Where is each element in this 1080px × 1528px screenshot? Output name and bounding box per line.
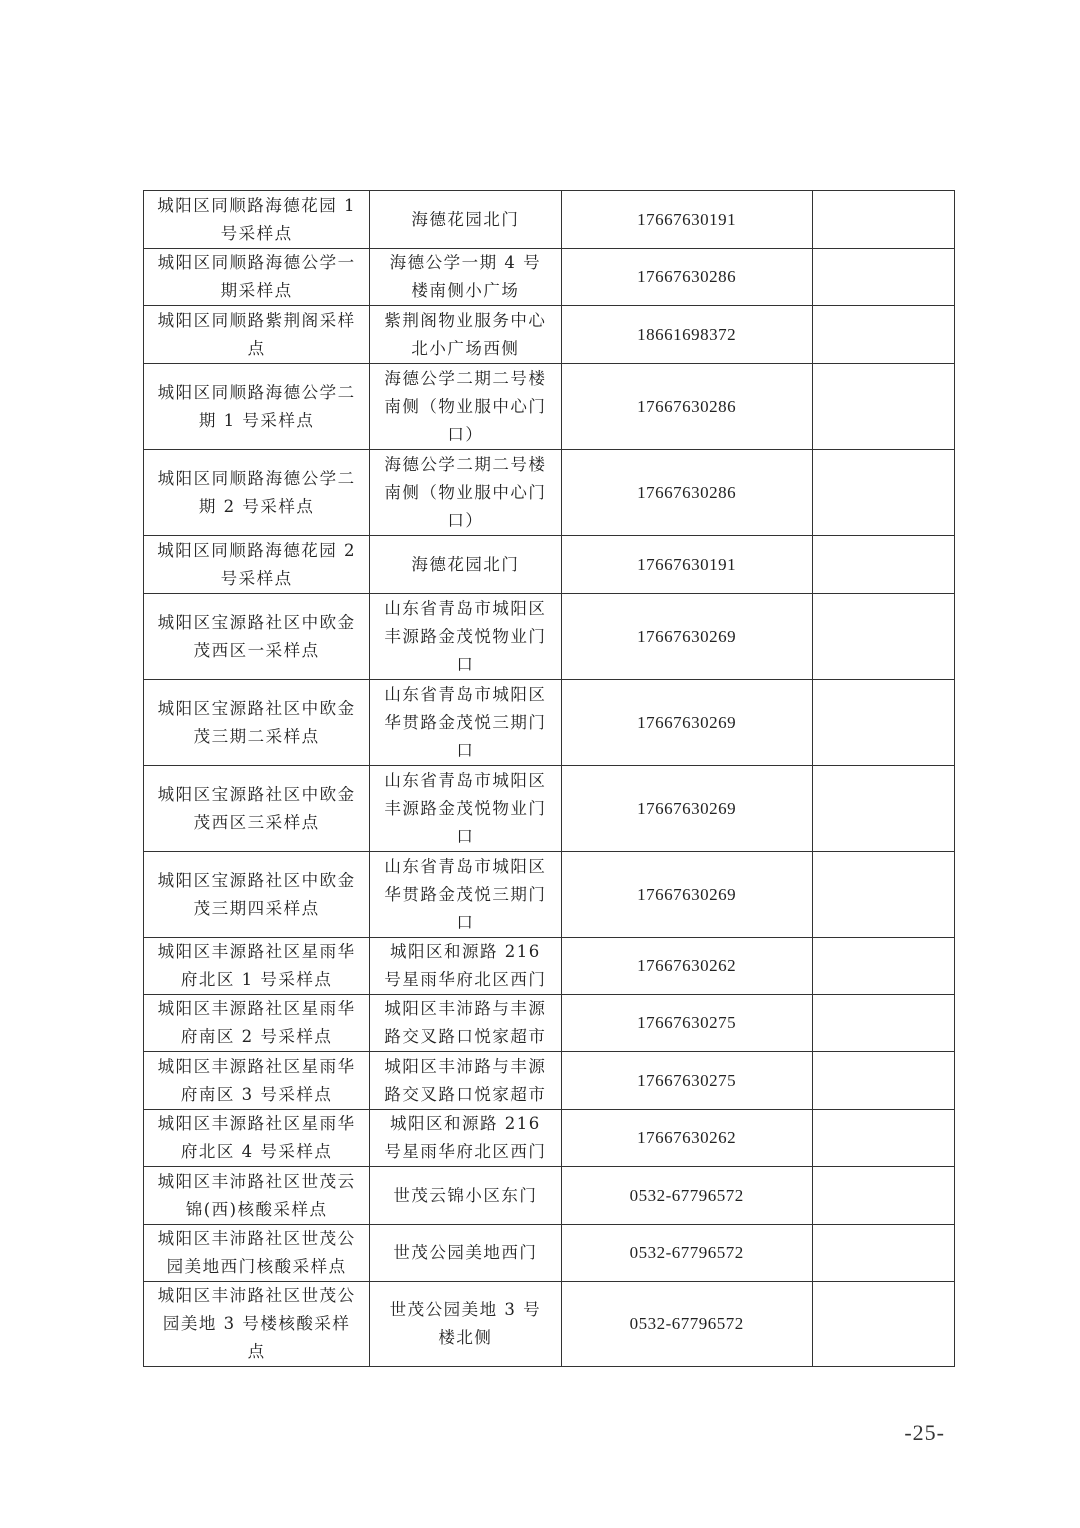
contact-phone-cell: 0532-67796572 [561, 1225, 812, 1282]
site-address-cell: 山东省青岛市城阳区丰源路金茂悦物业门口 [370, 594, 561, 680]
contact-phone-cell: 17667630269 [561, 594, 812, 680]
site-name-cell: 城阳区宝源路社区中欧金茂西区三采样点 [144, 766, 370, 852]
site-address-cell: 世茂云锦小区东门 [370, 1167, 561, 1225]
site-address-cell: 海德公学一期 4 号楼南侧小广场 [370, 249, 561, 306]
note-cell [812, 191, 954, 249]
site-address-cell: 山东省青岛市城阳区华贯路金茂悦三期门口 [370, 852, 561, 938]
site-address-cell: 城阳区丰沛路与丰源路交叉路口悦家超市 [370, 1052, 561, 1110]
contact-phone-cell: 17667630262 [561, 1110, 812, 1167]
note-cell [812, 536, 954, 594]
site-address-cell: 城阳区丰沛路与丰源路交叉路口悦家超市 [370, 995, 561, 1052]
site-address-cell: 世茂公园美地西门 [370, 1225, 561, 1282]
site-name-cell: 城阳区丰沛路社区世茂公园美地 3 号楼核酸采样点 [144, 1282, 370, 1367]
table-row [144, 680, 955, 766]
contact-phone-cell: 17667630269 [561, 852, 812, 938]
site-address-cell: 海德花园北门 [370, 191, 561, 249]
site-address-cell: 山东省青岛市城阳区华贯路金茂悦三期门口 [370, 680, 561, 766]
table-row [144, 1052, 955, 1110]
contact-phone-cell: 17667630269 [561, 680, 812, 766]
site-address-cell: 海德花园北门 [370, 536, 561, 594]
site-name-cell: 城阳区丰源路社区星雨华府北区 4 号采样点 [144, 1110, 370, 1167]
table-row [144, 766, 955, 852]
contact-phone-cell: 17667630286 [561, 364, 812, 450]
note-cell [812, 1282, 954, 1367]
site-name-cell: 城阳区丰源路社区星雨华府南区 2 号采样点 [144, 995, 370, 1052]
contact-phone-cell: 17667630275 [561, 995, 812, 1052]
table-row [144, 1282, 955, 1367]
contact-phone-cell: 17667630286 [561, 450, 812, 536]
site-address-cell: 城阳区和源路 216 号星雨华府北区西门 [370, 938, 561, 995]
site-name-cell: 城阳区宝源路社区中欧金茂三期四采样点 [144, 852, 370, 938]
sampling-sites-table [143, 190, 955, 1367]
site-address-cell: 紫荆阁物业服务中心北小广场西侧 [370, 306, 561, 364]
site-name-cell: 城阳区同顺路紫荆阁采样点 [144, 306, 370, 364]
note-cell [812, 306, 954, 364]
site-name-cell: 城阳区丰沛路社区世茂云锦(西)核酸采样点 [144, 1167, 370, 1225]
note-cell [812, 450, 954, 536]
contact-phone-cell: 17667630262 [561, 938, 812, 995]
table-row [144, 1167, 955, 1225]
note-cell [812, 938, 954, 995]
table-row [144, 938, 955, 995]
note-cell [812, 852, 954, 938]
site-name-cell: 城阳区丰源路社区星雨华府南区 3 号采样点 [144, 1052, 370, 1110]
site-address-cell: 山东省青岛市城阳区丰源路金茂悦物业门口 [370, 766, 561, 852]
site-name-cell: 城阳区同顺路海德公学二期 2 号采样点 [144, 450, 370, 536]
site-name-cell: 城阳区丰源路社区星雨华府北区 1 号采样点 [144, 938, 370, 995]
site-name-cell: 城阳区同顺路海德公学二期 1 号采样点 [144, 364, 370, 450]
site-address-cell: 海德公学二期二号楼南侧（物业服中心门口） [370, 450, 561, 536]
table-row [144, 450, 955, 536]
contact-phone-cell: 17667630275 [561, 1052, 812, 1110]
note-cell [812, 249, 954, 306]
note-cell [812, 1167, 954, 1225]
contact-phone-cell: 0532-67796572 [561, 1282, 812, 1367]
note-cell [812, 680, 954, 766]
table-row [144, 536, 955, 594]
table-row [144, 594, 955, 680]
table-row [144, 1225, 955, 1282]
site-address-cell: 世茂公园美地 3 号楼北侧 [370, 1282, 561, 1367]
table-row [144, 995, 955, 1052]
note-cell [812, 1225, 954, 1282]
table-row [144, 1110, 955, 1167]
note-cell [812, 995, 954, 1052]
site-name-cell: 城阳区丰沛路社区世茂公园美地西门核酸采样点 [144, 1225, 370, 1282]
table-row [144, 364, 955, 450]
site-name-cell: 城阳区宝源路社区中欧金茂西区一采样点 [144, 594, 370, 680]
table-row [144, 249, 955, 306]
site-name-cell: 城阳区同顺路海德花园 1 号采样点 [144, 191, 370, 249]
site-address-cell: 海德公学二期二号楼南侧（物业服中心门口） [370, 364, 561, 450]
site-name-cell: 城阳区同顺路海德公学一期采样点 [144, 249, 370, 306]
note-cell [812, 766, 954, 852]
contact-phone-cell: 17667630269 [561, 766, 812, 852]
note-cell [812, 1052, 954, 1110]
contact-phone-cell: 18661698372 [561, 306, 812, 364]
note-cell [812, 594, 954, 680]
table-row [144, 191, 955, 249]
note-cell [812, 364, 954, 450]
table-row [144, 306, 955, 364]
contact-phone-cell: 0532-67796572 [561, 1167, 812, 1225]
site-address-cell: 城阳区和源路 216 号星雨华府北区西门 [370, 1110, 561, 1167]
page-number: -25- [904, 1420, 945, 1445]
site-name-cell: 城阳区同顺路海德花园 2 号采样点 [144, 536, 370, 594]
contact-phone-cell: 17667630286 [561, 249, 812, 306]
contact-phone-cell: 17667630191 [561, 191, 812, 249]
table-row [144, 852, 955, 938]
contact-phone-cell: 17667630191 [561, 536, 812, 594]
site-name-cell: 城阳区宝源路社区中欧金茂三期二采样点 [144, 680, 370, 766]
note-cell [812, 1110, 954, 1167]
